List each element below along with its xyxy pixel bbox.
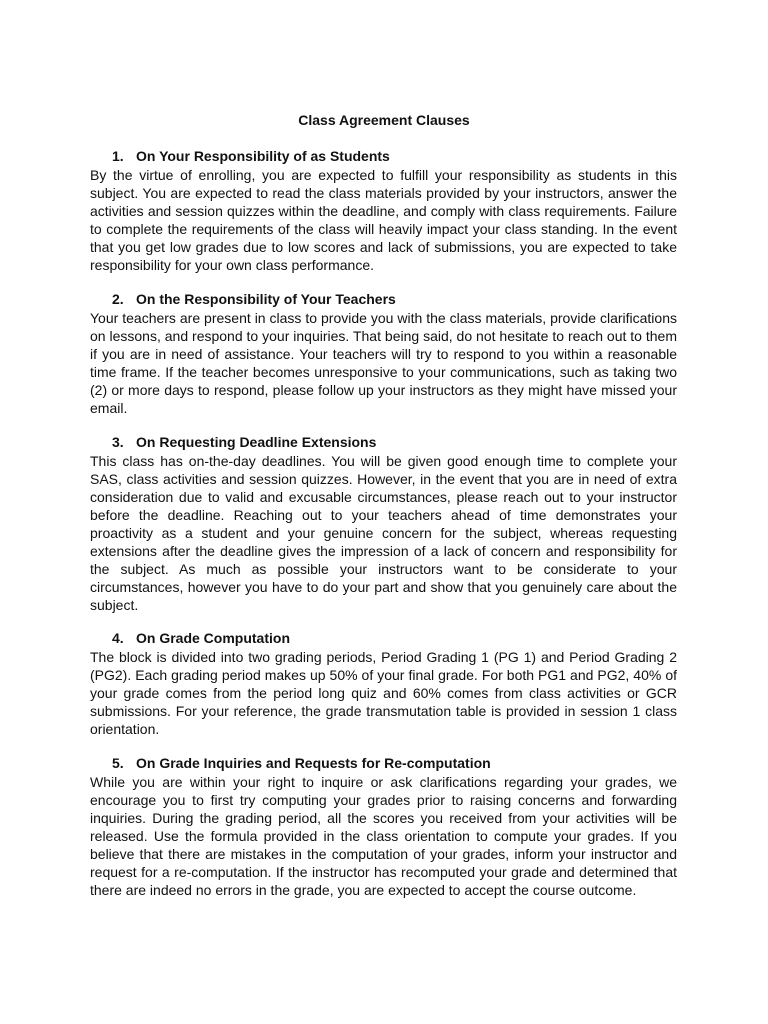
clause-heading-2 [90,290,677,308]
clause-number-1: 1. [112,148,124,164]
clause-heading-4 [90,629,677,647]
clause-number-5: 5. [112,755,124,771]
clause-body-1: By the virtue of enrolling, you are expected to fulfill your responsibility as students in this subject. You are expected to read the class materials provided by your instructors, answer the activities and session quizzes within the deadline, and comply with class requirements. Failure to complete the requirements of the class will heavily impact your class standing. In the event that you get low grades due to low scores and lack of submissions, you are expected to take responsibility for your own class performance. [90,167,677,273]
clause-section-3 [90,433,677,614]
clause-heading-text-4: On Grade Computation [136,630,290,646]
clause-section-5 [90,754,677,899]
clause-number-3: 3. [112,434,124,450]
clause-body-2: Your teachers are present in class to provide you with the class materials, provide clarifications on lessons, and respond to your inquiries. That being said, do not hesitate to reach out to them if you are in need of assistance. Your teachers will try to respond to you within a reasonable time frame. If the teacher becomes unresponsive to your communications, such as taking two (2) or more days to respond, please follow up your instructors as they might have missed your email. [90,310,677,416]
clause-heading-text-5: On Grade Inquiries and Requests for Re-computation [136,755,491,771]
clause-number-4: 4. [112,630,124,646]
document-title: Class Agreement Clauses [298,112,470,128]
clause-section-1 [90,147,677,274]
clause-number-2: 2. [112,291,124,307]
clause-body-3: This class has on-the-day deadlines. You will be given good enough time to complete your SAS, class activities and session quizzes. However, in the event that you are in need of extra consideration due to valid and excusable circumstances, please reach out to your instructor before the deadline. Reaching out to your teachers ahead of time demonstrates your proactivity as a student and your genuine concern for the subject, whereas requesting extensions after the deadline gives the impression of a lack of concern and responsibility for the subject. As much as possible your instructors want to be considerate to your circumstances, however you have to do your part and show that you genuinely care about the subject. [90,453,677,613]
clause-heading-text-2: On the Responsibility of Your Teachers [136,291,396,307]
clause-body-4: The block is divided into two grading periods, Period Grading 1 (PG 1) and Period Grading 2 (PG2). Each grading period makes up 50% of your final grade. For both PG1 and PG2, 40% of your grade comes from the period long quiz and 60% comes from class activities or GCR submissions. For your reference, the grade transmutation table is provided in session 1 class orientation. [90,649,677,737]
clause-section-4 [90,629,677,738]
clause-body-5: While you are within your right to inquire or ask clarifications regarding your grades, we encourage you to first try computing your grades prior to raising concerns and forwarding inquiries. During the grading period, all the scores you received from your activities will be released. Use the formula provided in the class orientation to compute your grades. If you believe that there are mistakes in the computation of your grades, inform your instructor and request for a re-computation. If the instructor has recomputed your grade and determined that there are indeed no errors in the grade, you are expected to accept the course outcome. [90,774,677,898]
clause-heading-text-1: On Your Responsibility of as Students [136,148,390,164]
clause-section-2 [90,290,677,417]
clause-heading-3 [90,433,677,451]
clause-heading-5 [90,754,677,772]
clause-heading-1 [90,147,677,165]
clause-heading-text-3: On Requesting Deadline Extensions [136,434,377,450]
